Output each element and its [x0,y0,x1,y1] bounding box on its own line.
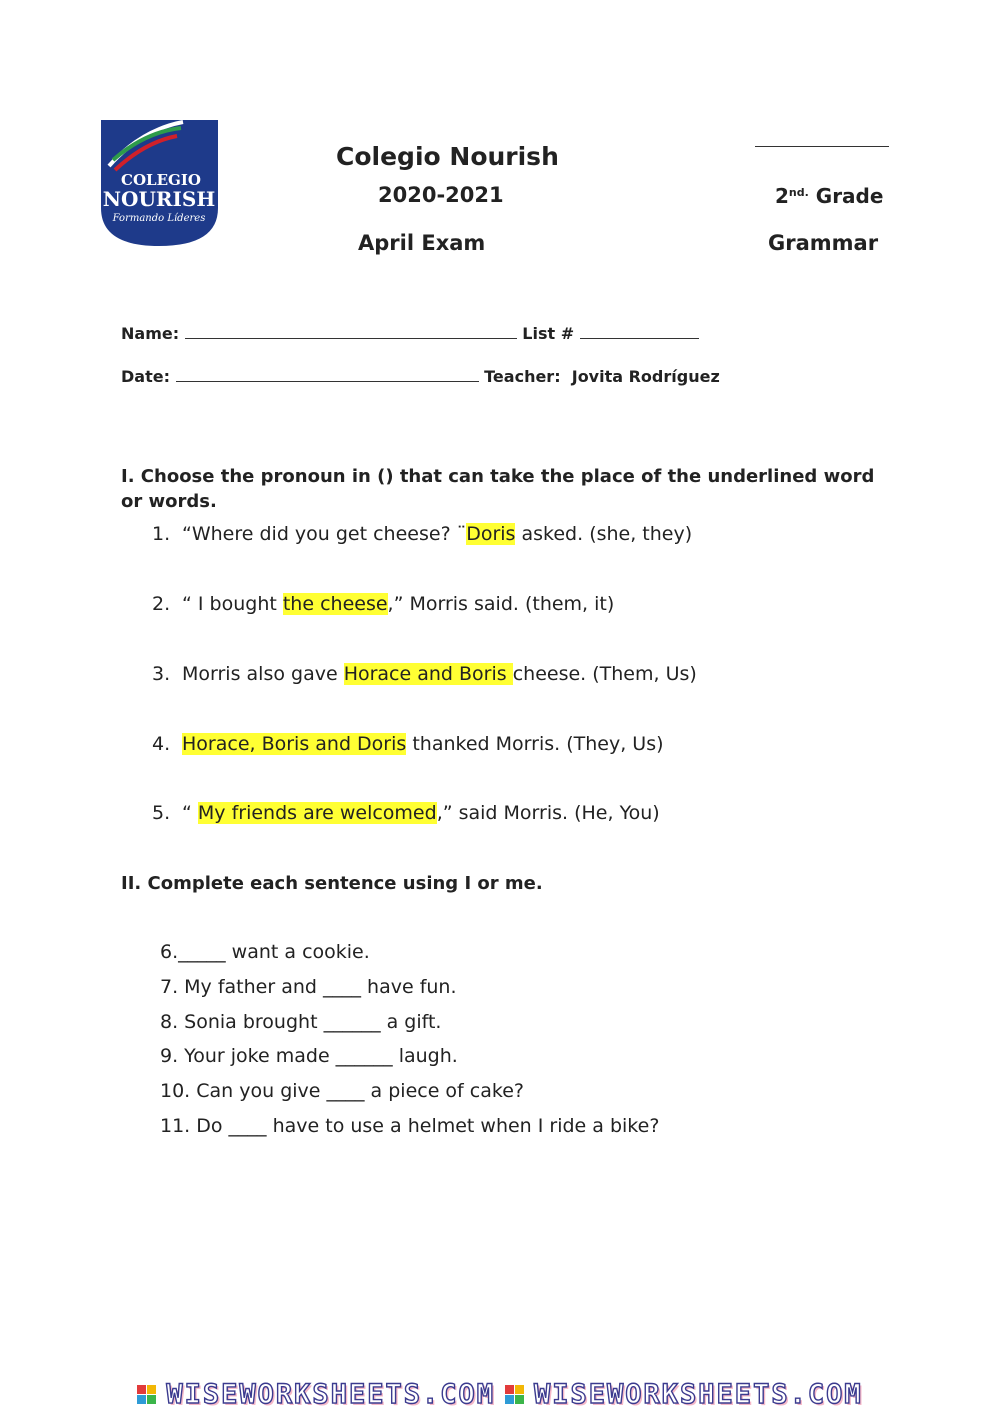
highlighted-word: the cheese [282,593,388,615]
school-year: 2020-2021 [378,183,504,207]
question-10: 10. Can you give ____ a piece of cake? [160,1080,524,1102]
question-number: 1. [152,523,171,545]
question-text: asked. (she, they) [515,523,693,545]
question-1 [152,523,692,545]
question-7: 7. My father and ____ have fun. [160,976,457,998]
teacher-label: Teacher: [484,367,561,386]
section-2-title: II. Complete each sentence using I or me. [121,873,543,894]
name-field[interactable] [185,324,517,339]
highlighted-word: Horace and Boris [343,663,513,685]
top-right-line [755,146,889,147]
name-label: Name: [121,324,180,343]
grade-label [775,184,883,208]
question-text: Morris also gave [182,663,344,685]
watermark-strip [0,1376,1000,1413]
school-name: Colegio Nourish [336,142,559,171]
logo-line2: NOURISH [102,187,216,211]
logo-line1: COLEGIO [121,171,201,189]
school-logo [101,120,218,246]
question-9: 9. Your joke made ______ laugh. [160,1045,458,1067]
grade-number: 2 [775,184,789,208]
subject-title: Grammar [768,231,879,255]
question-11: 11. Do ____ have to use a helmet when I ride a bike? [160,1115,660,1137]
name-row [121,324,699,343]
date-row [121,367,720,386]
list-field[interactable] [580,324,699,339]
date-label: Date: [121,367,170,386]
wise-logo-icon [505,1385,524,1404]
question-text: “ [182,802,198,824]
watermark-text: WISEWORKSHEETS.COM [166,1379,495,1410]
question-text: cheese. (Them, Us) [512,663,697,685]
question-number: 4. [152,733,171,755]
question-4 [152,733,664,755]
question-text: “ I bought [182,593,283,615]
date-field[interactable] [176,367,479,382]
wise-logo-icon [137,1385,156,1404]
question-text: “Where did you get cheese? ¨ [182,523,467,545]
logo-tagline: Formando Líderes [112,213,206,224]
watermark-text: WISEWORKSHEETS.COM [534,1379,863,1410]
question-number: 2. [152,593,171,615]
highlighted-word: Doris [466,523,516,545]
grade-suffix: nd. [788,186,809,199]
question-text: ,” said Morris. (He, You) [436,802,660,824]
section-1-title: I. Choose the pronoun in () that can take the place of the underlined word or words. [121,466,875,512]
highlighted-word: Horace, Boris and Doris [182,733,407,755]
teacher-name: Jovita Rodríguez [571,367,720,386]
question-6: 6._____ want a cookie. [160,941,370,963]
exam-title: April Exam [358,231,486,255]
question-8: 8. Sonia brought ______ a gift. [160,1011,442,1033]
question-5 [152,802,660,824]
question-2 [152,593,614,615]
question-text: ,” Morris said. (them, it) [387,593,615,615]
highlighted-word: My friends are welcomed [197,802,437,824]
grade-word: Grade [815,184,884,208]
question-text: thanked Morris. (They, Us) [406,733,664,755]
question-number: 3. [152,663,171,685]
list-label: List # [522,324,575,343]
question-number: 5. [152,802,171,824]
question-3 [152,663,697,685]
